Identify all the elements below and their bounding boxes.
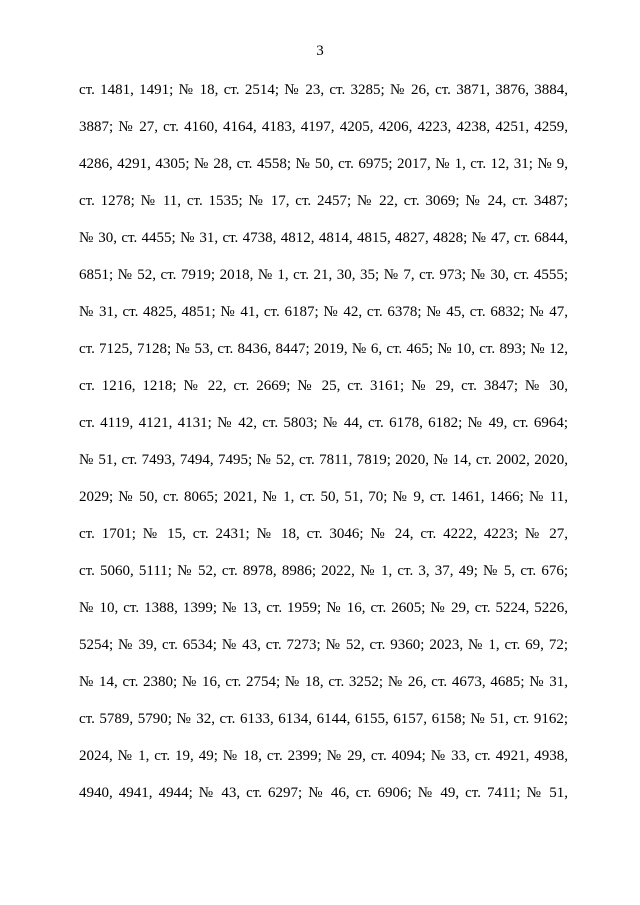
text-line: ст. 5060, 5111; № 52, ст. 8978, 8986; 2022, № 1, ст. 3, 37, 49; № 5, ст. 676; <box>79 563 568 579</box>
text-line: 6851; № 52, ст. 7919; 2018, № 1, ст. 21, 30, 35; № 7, ст. 973; № 30, ст. 4555; <box>79 267 568 283</box>
text-line: 3887; № 27, ст. 4160, 4164, 4183, 4197, 4205, 4206, 4223, 4238, 4251, 4259, <box>79 119 568 135</box>
text-line: 2029; № 50, ст. 8065; 2021, № 1, ст. 50, 51, 70; № 9, ст. 1461, 1466; № 11, <box>79 489 568 505</box>
text-line: ст. 1216, 1218; № 22, ст. 2669; № 25, ст. 3161; № 29, ст. 3847; № 30, <box>79 378 568 394</box>
body-text <box>79 80 568 820</box>
text-line: № 31, ст. 4825, 4851; № 41, ст. 6187; № 42, ст. 6378; № 45, ст. 6832; № 47, <box>79 304 568 320</box>
text-line: ст. 7125, 7128; № 53, ст. 8436, 8447; 2019, № 6, ст. 465; № 10, ст. 893; № 12, <box>79 341 568 357</box>
page-number: 3 <box>316 43 324 59</box>
text-line: № 51, ст. 7493, 7494, 7495; № 52, ст. 7811, 7819; 2020, № 14, ст. 2002, 2020, <box>79 452 568 468</box>
text-line: 4940, 4941, 4944; № 43, ст. 6297; № 46, ст. 6906; № 49, ст. 7411; № 51, <box>79 785 568 801</box>
text-line: ст. 1481, 1491; № 18, ст. 2514; № 23, ст. 3285; № 26, ст. 3871, 3876, 3884, <box>79 82 568 98</box>
text-line: № 10, ст. 1388, 1399; № 13, ст. 1959; № 16, ст. 2605; № 29, ст. 5224, 5226, <box>79 600 568 616</box>
text-line: 4286, 4291, 4305; № 28, ст. 4558; № 50, ст. 6975; 2017, № 1, ст. 12, 31; № 9, <box>79 156 568 172</box>
text-line: № 30, ст. 4455; № 31, ст. 4738, 4812, 4814, 4815, 4827, 4828; № 47, ст. 6844, <box>79 230 568 246</box>
text-line: ст. 4119, 4121, 4131; № 42, ст. 5803; № 44, ст. 6178, 6182; № 49, ст. 6964; <box>79 415 568 431</box>
text-line: 5254; № 39, ст. 6534; № 43, ст. 7273; № 52, ст. 9360; 2023, № 1, ст. 69, 72; <box>79 637 568 653</box>
text-line: ст. 5789, 5790; № 32, ст. 6133, 6134, 6144, 6155, 6157, 6158; № 51, ст. 9162; <box>79 711 568 727</box>
text-line: ст. 1278; № 11, ст. 1535; № 17, ст. 2457; № 22, ст. 3069; № 24, ст. 3487; <box>79 193 568 209</box>
text-line: 2024, № 1, ст. 19, 49; № 18, ст. 2399; № 29, ст. 4094; № 33, ст. 4921, 4938, <box>79 748 568 764</box>
text-line: ст. 1701; № 15, ст. 2431; № 18, ст. 3046; № 24, ст. 4222, 4223; № 27, <box>79 526 568 542</box>
text-line: № 14, ст. 2380; № 16, ст. 2754; № 18, ст. 3252; № 26, ст. 4673, 4685; № 31, <box>79 674 568 690</box>
